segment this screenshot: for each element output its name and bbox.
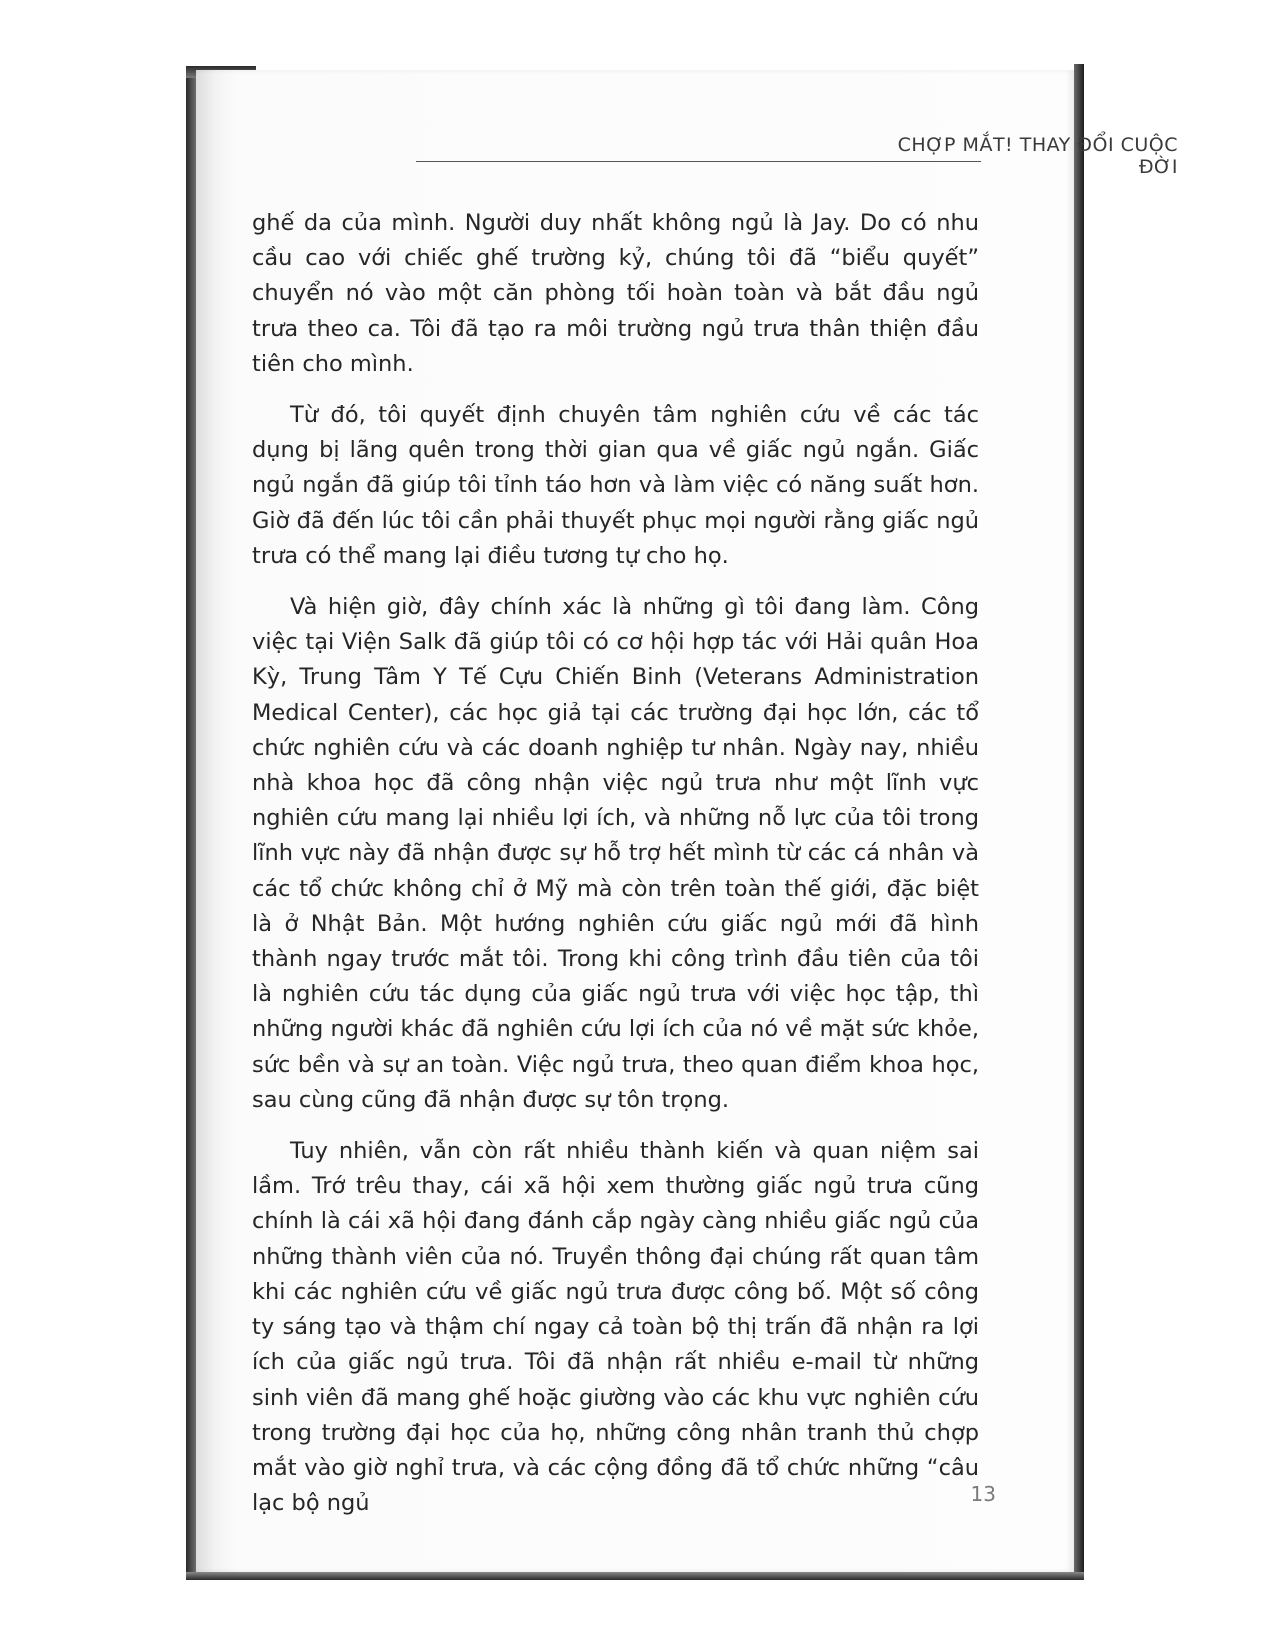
page-number: 13 bbox=[970, 1482, 996, 1506]
paragraph-3: Và hiện giờ, đây chính xác là những gì tôi đang làm. Công việc tại Viện Salk đã giúp tôi có cơ hội hợp tác với Hải quân Hoa Kỳ, Trung Tâm Y Tế Cựu Chiến Binh (Veterans Administration Medical Center), các học giả tại các trường đại học lớn, các tổ chức nghiên cứu và các doanh nghiệp tư nhân. Ngày nay, nhiều nhà khoa học đã công nhận việc ngủ trưa như một lĩnh vực nghiên cứu mang lại nhiều lợi ích, và những nỗ lực của tôi trong lĩnh vực này đã nhận được sự hỗ trợ hết mình từ các cá nhân và các tổ chức không chỉ ở Mỹ mà còn trên toàn thế giới, đặc biệt là ở Nhật Bản. Một hướng nghiên cứu giấc ngủ mới đã hình thành ngay trước mắt tôi. Trong khi công trình đầu tiên của tôi là nghiên cứu tác dụng của giấc ngủ trưa với việc học tập, thì những người khác đã nghiên cứu lợi ích của nó về mặt sức khỏe, sức bền và sự an toàn. Việc ngủ trưa, theo quan điểm khoa học, sau cùng cũng đã nhận được sự tôn trọng. bbox=[252, 594, 979, 1113]
paragraph-2: Từ đó, tôi quyết định chuyên tâm nghiên cứu về các tác dụng bị lãng quên trong thời gian qua về giấc ngủ ngắn. Giấc ngủ ngắn đã giúp tôi tỉnh táo hơn và làm việc có năng suất hơn. Giờ đã đến lúc tôi cần phải thuyết phục mọi người rằng giấc ngủ trưa có thể mang lại điều tương tự cho họ. bbox=[252, 402, 979, 569]
body-text bbox=[252, 206, 979, 1537]
book-edge-bottom bbox=[186, 1572, 1084, 1580]
book-page bbox=[196, 70, 1178, 1572]
running-header: CHỢP MẮT! THAY ĐỔI CUỘC ĐỜI bbox=[897, 134, 1178, 178]
header-rule bbox=[416, 161, 981, 162]
paragraph-1: ghế da của mình. Người duy nhất không ngủ là Jay. Do có nhu cầu cao với chiếc ghế trường kỷ, chúng tôi đã “biểu quyết” chuyển nó vào một căn phòng tối hoàn toàn và bắt đầu ngủ trưa theo ca. Tôi đã tạo ra môi trường ngủ trưa thân thiện đầu tiên cho mình. bbox=[252, 210, 979, 377]
book-edge-right bbox=[1074, 64, 1084, 1580]
book-edge-left bbox=[186, 66, 196, 1580]
paragraph-4: Tuy nhiên, vẫn còn rất nhiều thành kiến và quan niệm sai lầm. Trớ trêu thay, cái xã hội xem thường giấc ngủ trưa cũng chính là cái xã hội đang đánh cắp ngày càng nhiều giấc ngủ của những thành viên của nó. Truyền thông đại chúng rất quan tâm khi các nghiên cứu về giấc ngủ trưa được công bố. Một số công ty sáng tạo và thậm chí ngay cả toàn bộ thị trấn đã nhận ra lợi ích của giấc ngủ trưa. Tôi đã nhận rất nhiều e-mail từ những sinh viên đã mang ghế hoặc giường vào các khu vực nghiên cứu trong trường đại học của họ, những công nhân tranh thủ chợp mắt vào giờ nghỉ trưa, và các cộng đồng đã tổ chức những “câu lạc bộ ngủ bbox=[252, 1138, 979, 1517]
